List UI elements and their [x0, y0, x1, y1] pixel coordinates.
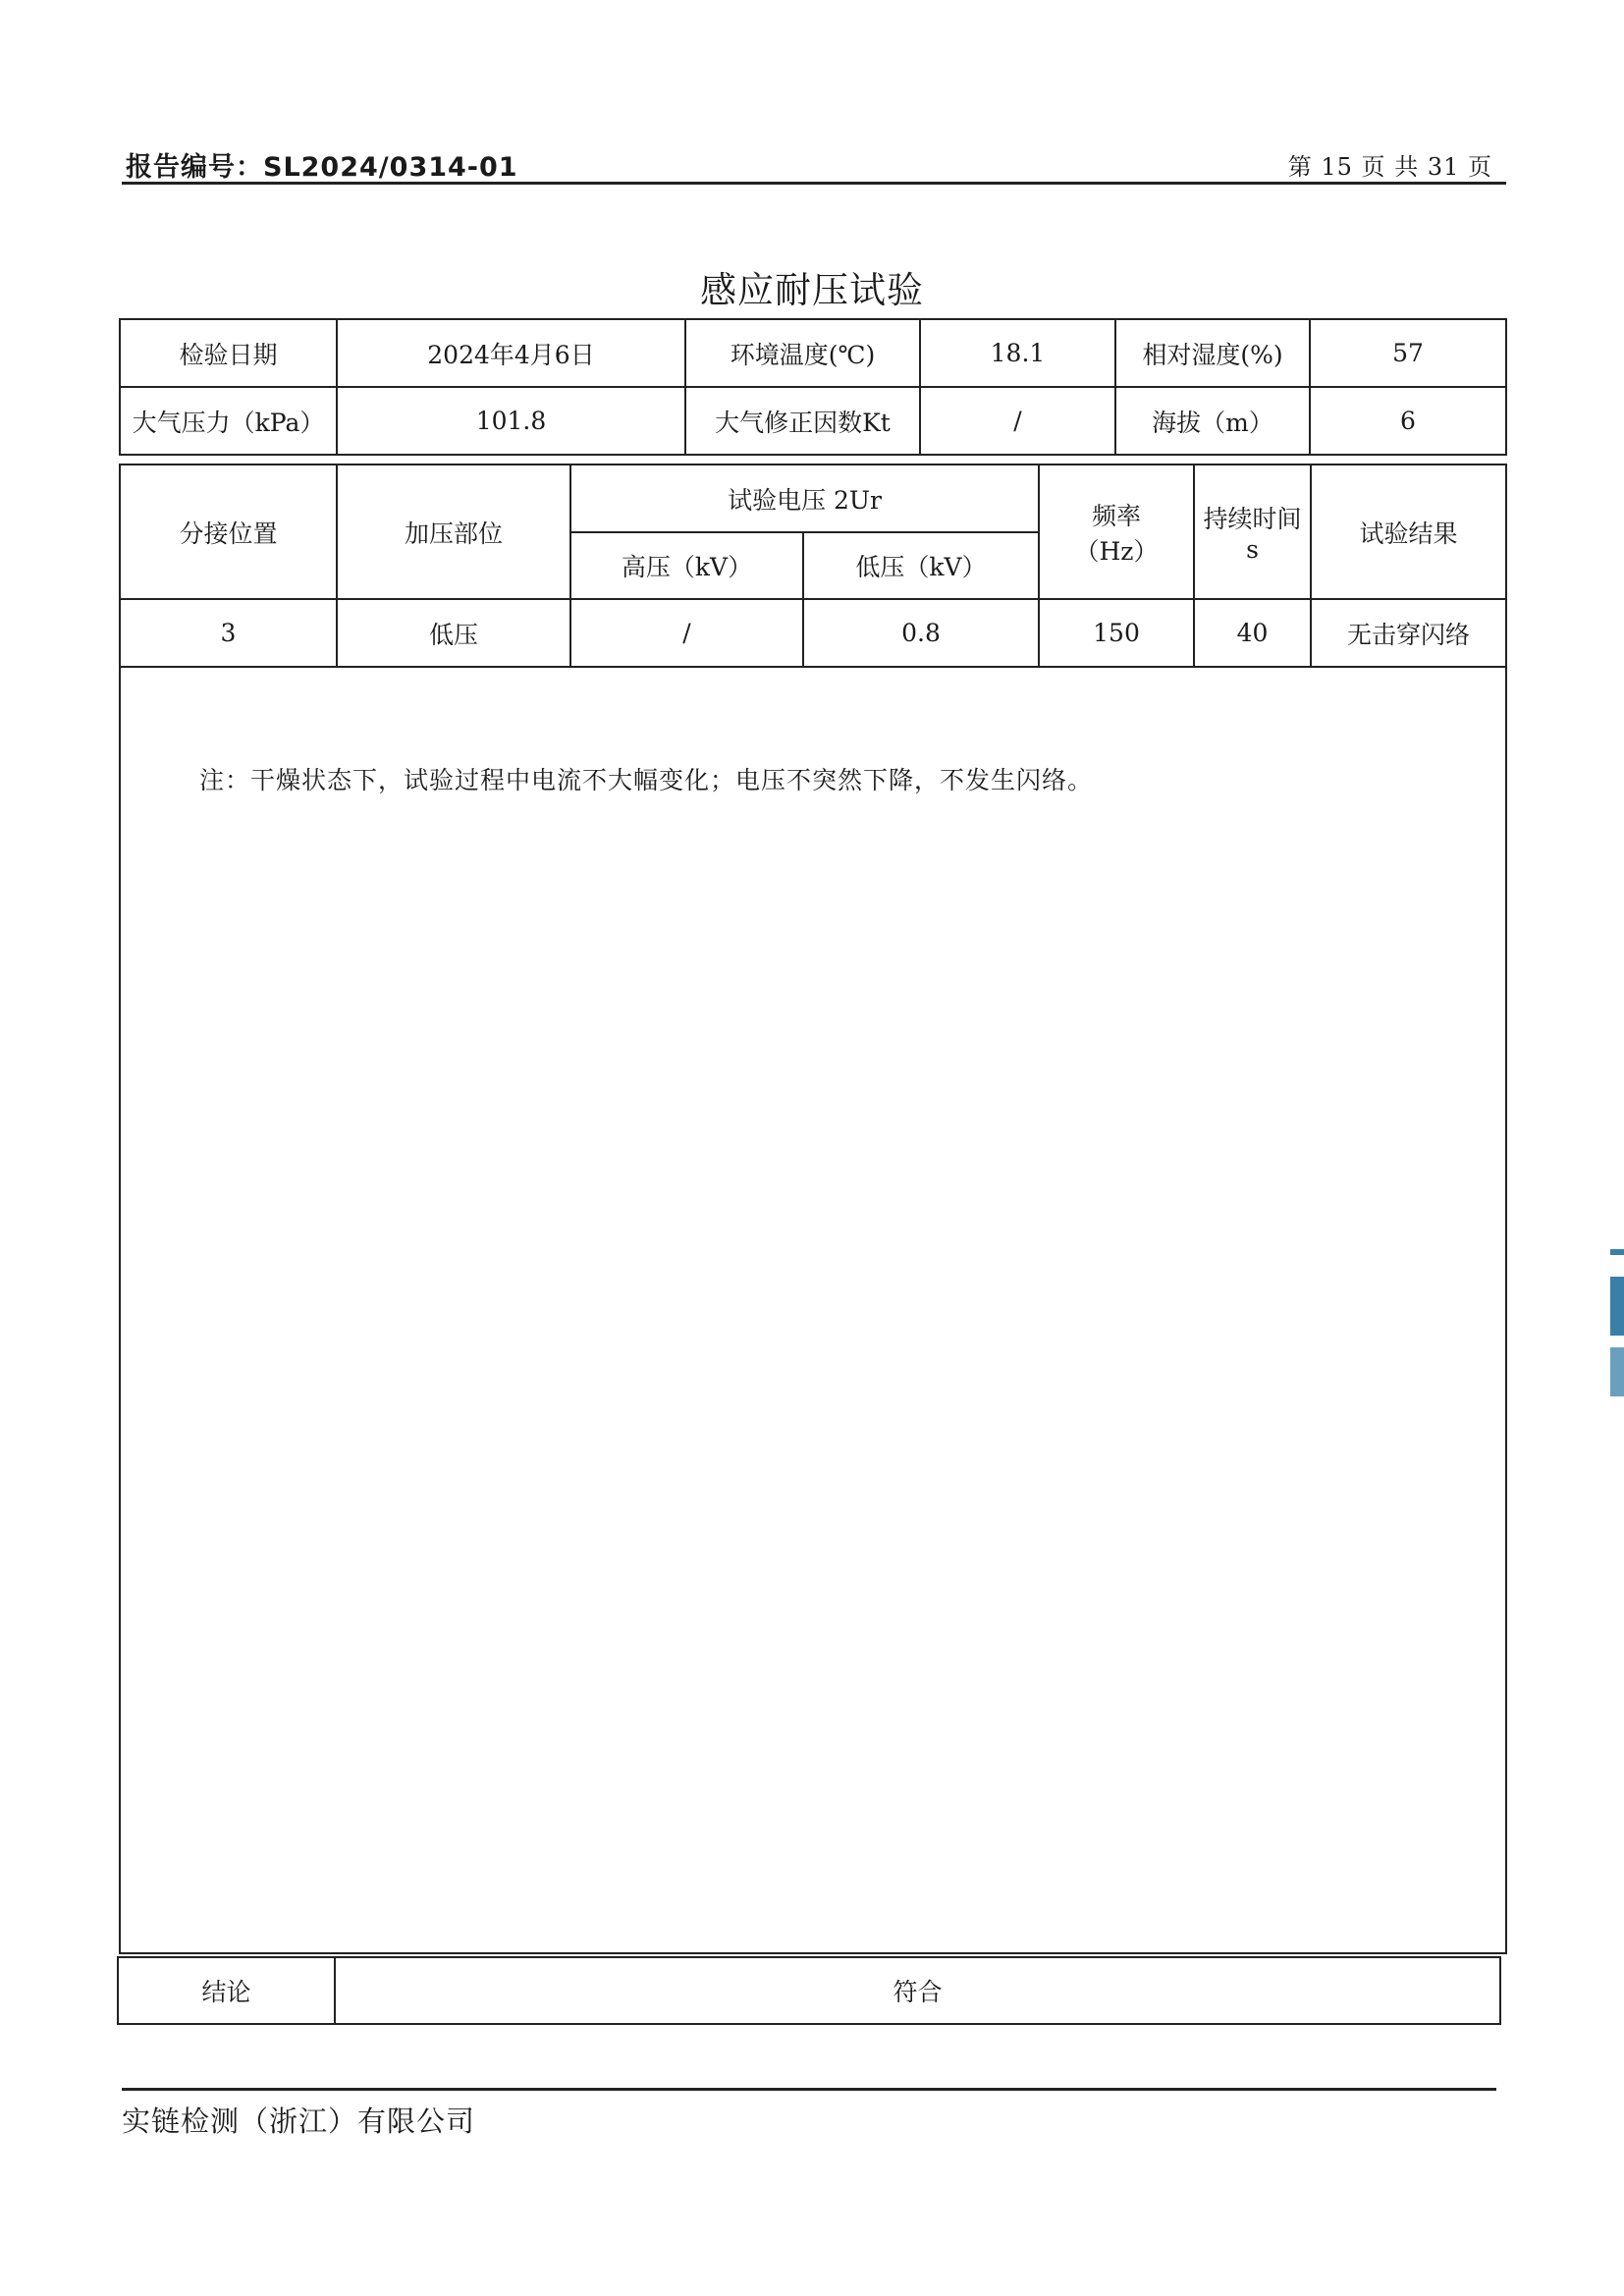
hv-voltage-header: 高压（kV） [570, 532, 803, 599]
lv-voltage-cell: 0.8 [803, 599, 1039, 667]
atmospheric-pressure-value: 101.8 [337, 387, 685, 455]
document-title: 感应耐压试验 [700, 269, 924, 311]
applied-side-cell: 低压 [337, 599, 570, 667]
footer-divider [122, 2088, 1496, 2091]
test-results-table [119, 464, 1507, 1954]
duration-header [1194, 465, 1311, 599]
page-number: 第 15 页 共 31 页 [1287, 153, 1492, 181]
edge-stamp-mark [1604, 1249, 1624, 1406]
applied-side-header: 加压部位 [337, 465, 570, 599]
tap-position-cell: 3 [120, 599, 337, 667]
test-date-value: 2024年4月6日 [337, 319, 685, 387]
notes-cell [120, 667, 1506, 1953]
atmospheric-pressure-label: 大气压力（kPa） [120, 387, 337, 455]
frequency-header-line1: 频率 [1091, 501, 1141, 530]
results-header-row [120, 465, 1506, 532]
conclusion-label: 结论 [118, 1957, 335, 2024]
frequency-cell: 150 [1039, 599, 1194, 667]
relative-humidity-value: 57 [1310, 319, 1506, 387]
duration-header-line1: 持续时间 [1203, 505, 1302, 533]
altitude-label: 海拔（m） [1115, 387, 1310, 455]
result-header: 试验结果 [1311, 465, 1506, 599]
frequency-header [1039, 465, 1194, 599]
ambient-temperature-label: 环境温度(℃) [685, 319, 920, 387]
result-cell: 无击穿闪络 [1311, 599, 1506, 667]
page-header [122, 143, 1506, 183]
duration-cell: 40 [1194, 599, 1311, 667]
correction-factor-label: 大气修正因数Kt [685, 387, 920, 455]
lv-voltage-header: 低压（kV） [803, 532, 1039, 599]
frequency-header-line2: （Hz） [1074, 536, 1159, 566]
company-name: 实链检测（浙江）有限公司 [122, 2105, 476, 2138]
test-conditions-table [119, 318, 1507, 456]
test-date-label: 检验日期 [120, 319, 337, 387]
conclusion-row [118, 1957, 1500, 2024]
hv-voltage-cell: / [570, 599, 803, 667]
conclusion-table [117, 1956, 1501, 2025]
test-note: 注：干燥状态下，试验过程中电流不大幅变化；电压不突然下降，不发生闪络。 [199, 766, 1094, 794]
report-number: 报告编号：SL2024/0314-01 [126, 152, 518, 183]
relative-humidity-label: 相对湿度(%) [1115, 319, 1310, 387]
notes-row [120, 667, 1506, 1953]
altitude-value: 6 [1310, 387, 1506, 455]
ambient-temperature-value: 18.1 [920, 319, 1115, 387]
header-divider [122, 182, 1506, 185]
conditions-row [120, 387, 1506, 455]
conclusion-value: 符合 [335, 1957, 1500, 2024]
table-row [120, 599, 1506, 667]
test-voltage-header: 试验电压 2Ur [570, 465, 1039, 532]
tap-position-header: 分接位置 [120, 465, 337, 599]
duration-header-line2: s [1246, 535, 1259, 564]
conditions-row [120, 319, 1506, 387]
correction-factor-value: / [920, 387, 1115, 455]
